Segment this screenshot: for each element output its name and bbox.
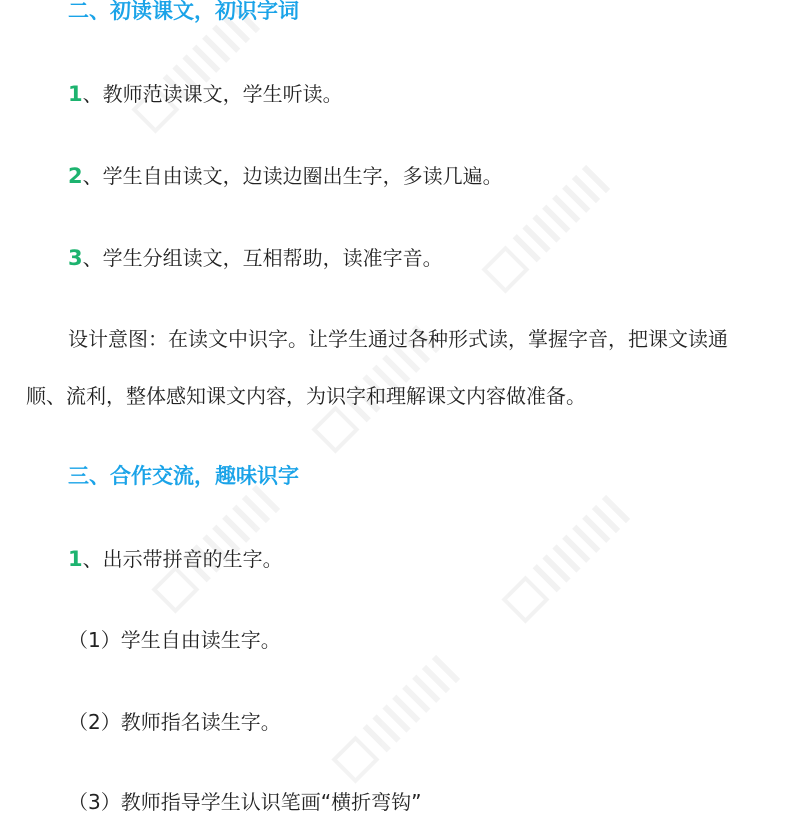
step-text: 学生自由读文，边读边圈出生字，多读几遍。 [102, 164, 503, 188]
list-item [68, 244, 443, 272]
step-number: 3 [68, 246, 83, 270]
step-text: 学生分组读文，互相帮助，读准字音。 [102, 246, 443, 270]
list-item [68, 162, 503, 190]
step-separator: 、 [82, 246, 103, 270]
list-item [68, 80, 343, 108]
section-heading: 二、初读课文，初识字词 [68, 0, 299, 23]
step-separator: 、 [82, 547, 103, 571]
watermark-icon [496, 481, 644, 629]
design-intent-line-1: 设计意图：在读文中识字。让学生通过各种形式读，掌握字音，把课文读通 [68, 327, 728, 351]
section-heading: 三、合作交流，趣味识字 [68, 464, 299, 488]
step-text: 出示带拼音的生字。 [102, 547, 283, 571]
sub-step: （1）学生自由读生字。 [68, 628, 281, 652]
step-number: 2 [68, 164, 83, 188]
design-intent-line-2: 顺、流利，整体感知课文内容，为识字和理解课文内容做准备。 [26, 384, 586, 408]
list-item [68, 545, 283, 573]
step-text: 教师范读课文，学生听读。 [102, 82, 343, 106]
step-number: 1 [68, 547, 83, 571]
sub-step: （2）教师指名读生字。 [68, 710, 281, 734]
sub-step: （3）教师指导学生认识笔画“横折弯钩” [68, 790, 422, 814]
watermark-icon [326, 641, 474, 789]
step-separator: 、 [82, 164, 103, 188]
step-number: 1 [68, 82, 83, 106]
step-separator: 、 [82, 82, 103, 106]
